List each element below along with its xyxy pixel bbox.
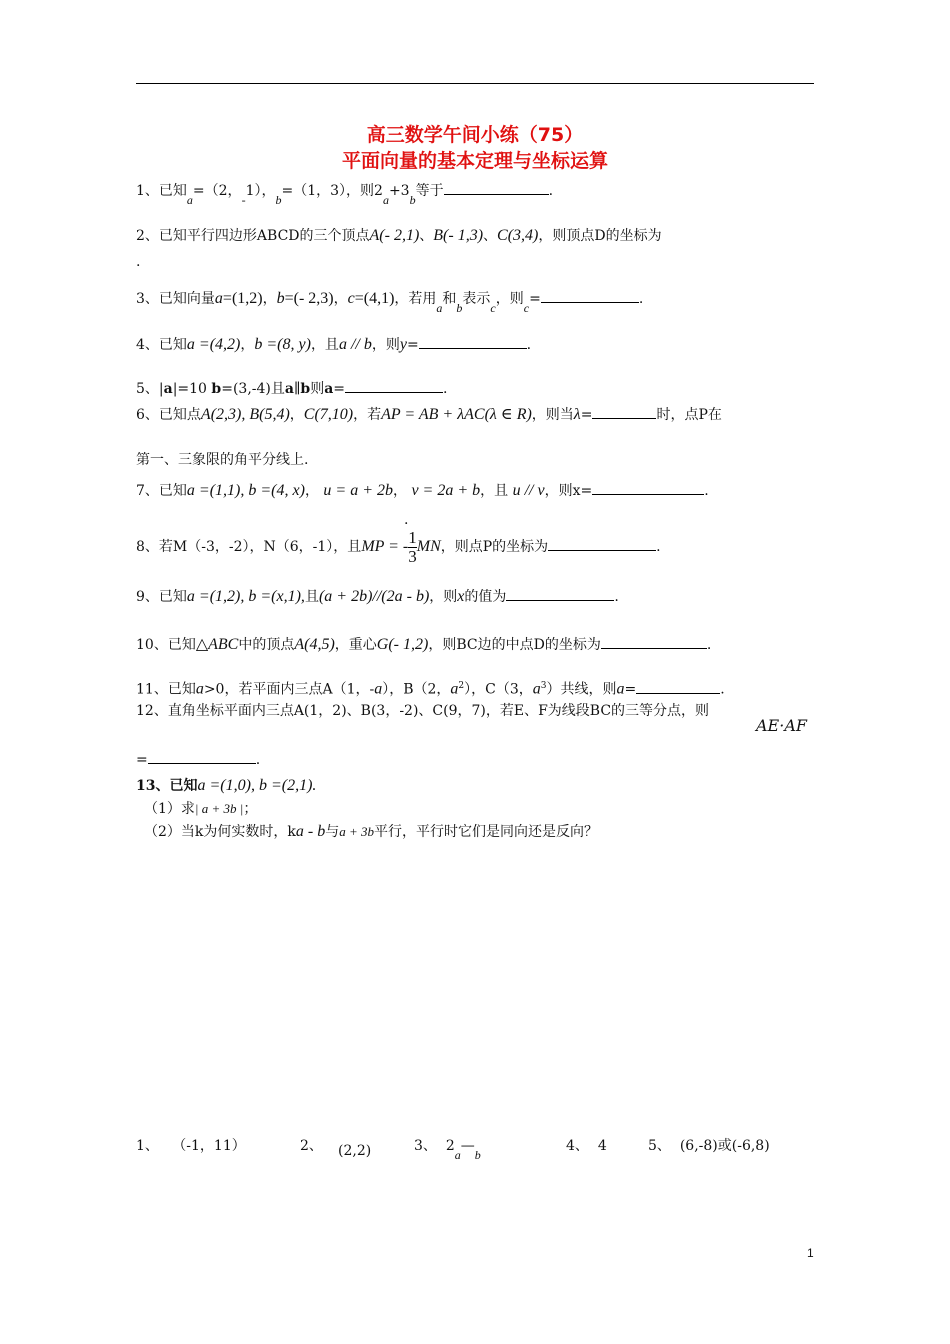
question-13: 13、已知a =(1,0), b =(2,1). <box>136 777 317 794</box>
question-8: 8、若M（-3，-2），N（6，-1），且MP = - $\frac{1}{3}$ MN，则点P的坐标为 . <box>136 527 661 566</box>
answer-blank[interactable] <box>601 634 707 649</box>
answer-blank[interactable] <box>592 480 704 495</box>
question-1: 1、已知a=（2，-1），b=（1，3），则2a+3b等于 . <box>136 180 816 201</box>
answer-1: 1、 （-1，11） <box>136 1138 246 1154</box>
answer-blank[interactable] <box>444 180 549 195</box>
answer-blank[interactable] <box>636 679 720 694</box>
answer-2: 2、 <box>300 1138 323 1154</box>
answer-blank[interactable] <box>506 586 614 601</box>
question-5: 5、|a|=10 b=(3,-4)且a∥b则a= . <box>136 378 816 399</box>
page-subtitle: 平面向量的基本定理与坐标运算 <box>341 150 608 172</box>
question-7-dot: . <box>404 512 409 528</box>
header-rule <box>136 83 814 84</box>
answer-2-value: (2,2) <box>338 1143 372 1159</box>
question-11: 11、已知a>0，若平面内三点A（1，-a），B（2，$a^2$），C（3，$a^3$）共线，则a= . <box>136 680 725 698</box>
answer-blank[interactable] <box>541 288 639 303</box>
fraction-one-third: $\frac{1}{3}$ <box>408 527 417 566</box>
question-12-expr: AE·AF <box>756 716 807 735</box>
answer-blank[interactable] <box>345 378 443 393</box>
question-6: 6、已知点A(2,3), B(5,4)，C(7,10)，若AP = AB + λAC(λ ∈ R)，则当λ= 时，点P在 <box>136 406 722 423</box>
question-3: 3、已知向量a=(1,2)，b=(- 2,3)，c=(4,1)，若用a和b表示c，则c= . <box>136 290 644 315</box>
question-10: 10、已知△ABC中的顶点A(4,5)，重心G(- 1,2)，则BC边的中点D的坐标为 . <box>136 636 712 653</box>
answer-blank[interactable] <box>148 749 256 764</box>
question-13-part2: （2）当k为何实数时，ka - b与a + 3b平行，平行时它们是同向还是反向？ <box>144 823 598 840</box>
answer-blank[interactable] <box>548 536 656 551</box>
question-9: 9、已知a =(1,2), b =(x,1),且(a + 2b)//(2a - b)，则x的值为 . <box>136 588 619 605</box>
answer-4: 4、 4 <box>566 1138 607 1154</box>
question-13-part1: （1）求| a + 3b |； <box>144 801 258 817</box>
question-6-line2: 第一、三象限的角平分线上. <box>136 452 309 468</box>
page-number: 1 <box>807 1246 814 1260</box>
question-2-line2: . <box>136 254 141 270</box>
answer-3: 3、 2a—b <box>414 1138 481 1162</box>
page-title: 高三数学午间小练（75） <box>366 124 584 146</box>
answer-5: 5、 (6,-8)或(-6,8) <box>648 1138 770 1154</box>
question-7: 7、已知a =(1,1), b =(4, x)， u = a + 2b， v = 2a + b，且 u // v，则x= . <box>136 482 709 499</box>
answer-blank[interactable] <box>419 334 527 349</box>
question-2: 2、已知平行四边形ABCD的三个顶点A(- 2,1)、B(- 1,3)、C(3,4)，则顶点D的坐标为 <box>136 227 662 244</box>
answer-blank[interactable] <box>592 404 656 419</box>
question-12-line2: = . <box>136 749 816 770</box>
question-4: 4、已知a =(4,2)，b =(8, y)，且a // b，则y= . <box>136 336 532 353</box>
question-12: 12、直角坐标平面内三点A(1，2)、B(3，-2)、C(9，7)，若E、F为线段BC的三等分点，则 <box>136 703 710 719</box>
